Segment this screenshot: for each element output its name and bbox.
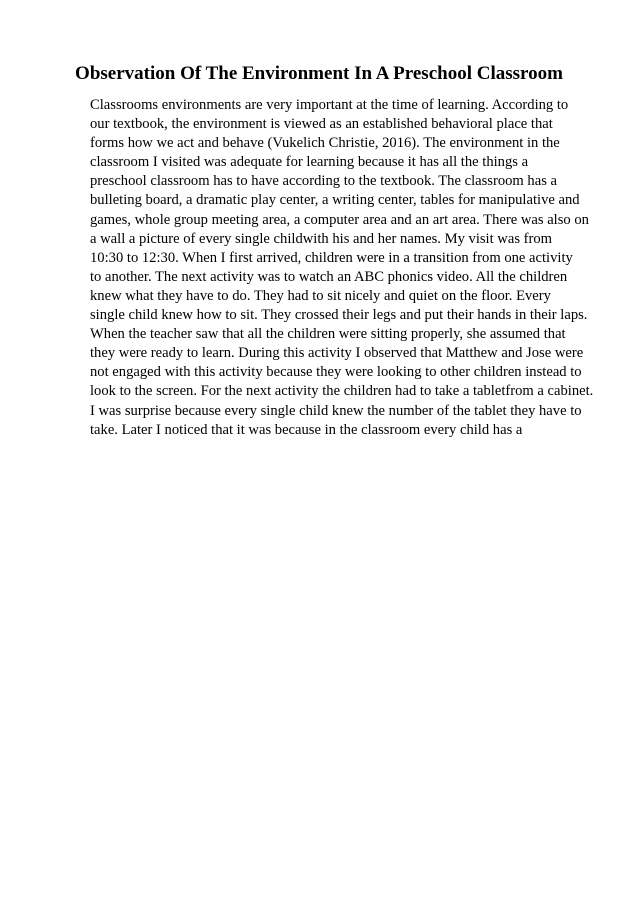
body-line: classroom I visited was adequate for learning because it has all the things a (90, 154, 529, 171)
document-body (90, 96, 610, 440)
body-line: forms how we act and behave (Vukelich Christie, 2016). The environment in the (90, 135, 560, 152)
body-line: not engaged with this activity because they were looking to other children instead to (90, 364, 582, 381)
body-line: look to the screen. For the next activity the children had to take a tabletfrom a cabinet. (90, 383, 594, 400)
body-line: When the teacher saw that all the children were sitting properly, she assumed that (90, 326, 566, 343)
body-line: single child knew how to sit. They crossed their legs and put their hands in their laps. (90, 307, 588, 324)
document-title: Observation Of The Environment In A Preschool Classroom (75, 63, 563, 84)
body-line: our textbook, the environment is viewed as an established behavioral place that (90, 116, 553, 133)
body-line: bulleting board, a dramatic play center, a writing center, tables for manipulative and (90, 192, 580, 209)
body-line: they were ready to learn. During this activity I observed that Matthew and Jose were (90, 345, 584, 362)
body-line: Classrooms environments are very important at the time of learning. According to (90, 97, 569, 113)
body-line: games, whole group meeting area, a computer area and an art area. There was also on (90, 211, 589, 228)
body-line: take. Later I noticed that it was because in the classroom every child has a (90, 421, 523, 438)
body-line: knew what they have to do. They had to sit nicely and quiet on the floor. Every (90, 287, 551, 304)
body-line: a wall a picture of every single childwith his and her names. My visit was from (90, 230, 553, 247)
body-line: 10:30 to 12:30. When I first arrived, children were in a transition from one activity (90, 249, 573, 266)
body-line: I was surprise because every single child knew the number of the tablet they have to (90, 402, 582, 419)
body-line: to another. The next activity was to watch an ABC phonics video. All the children (90, 268, 568, 285)
body-line: preschool classroom has to have according to the textbook. The classroom has a (90, 173, 558, 190)
